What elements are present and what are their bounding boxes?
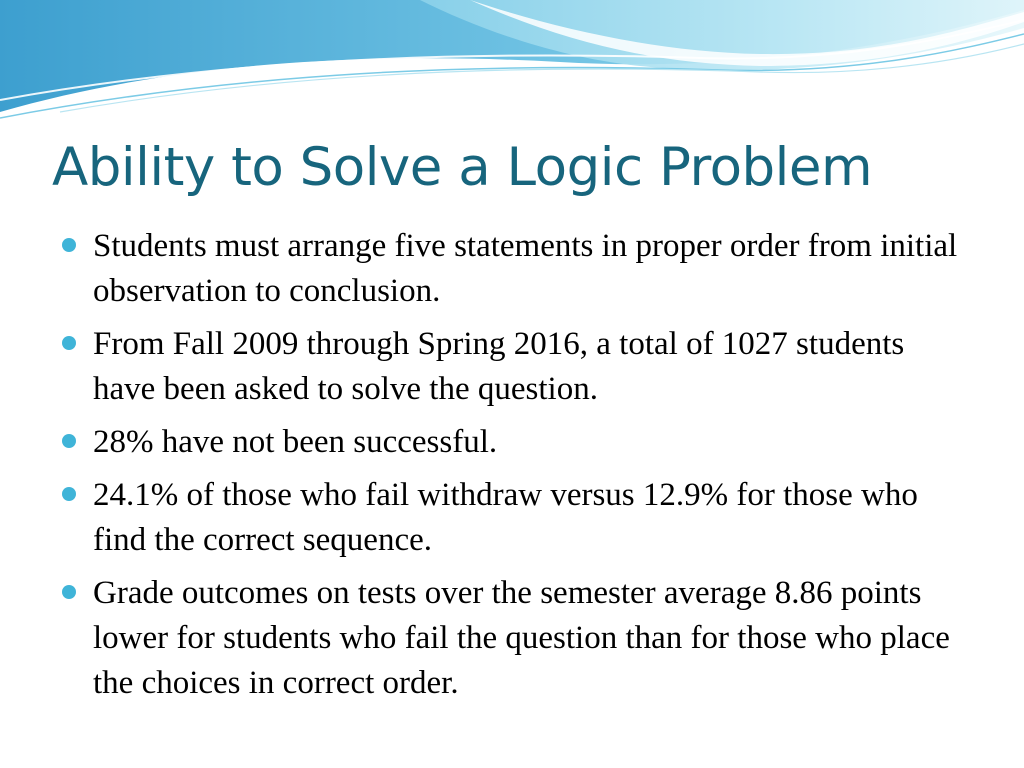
bullet-icon — [62, 487, 76, 501]
slide-title: Ability to Solve a Logic Problem — [52, 137, 873, 198]
bullet-icon — [62, 434, 76, 448]
bullet-item — [62, 224, 962, 314]
bullet-icon — [62, 238, 76, 252]
bullet-icon — [62, 336, 76, 350]
bullet-item — [62, 420, 962, 465]
header-wave-decoration — [0, 0, 1024, 130]
bullet-list — [62, 224, 962, 714]
bullet-icon — [62, 585, 76, 599]
bullet-text: Students must arrange five statements in proper order from initial observation to conclusion. — [93, 228, 958, 309]
bullet-text: 28% have not been successful. — [93, 424, 498, 460]
bullet-item — [62, 571, 962, 706]
bullet-text: From Fall 2009 through Spring 2016, a total of 1027 students have been asked to solve the question. — [93, 326, 905, 407]
bullet-item — [62, 473, 962, 563]
bullet-text: Grade outcomes on tests over the semester average 8.86 points lower for students who fail the question than for those who place the choices in correct order. — [93, 575, 950, 701]
bullet-item — [62, 322, 962, 412]
bullet-text: 24.1% of those who fail withdraw versus 12.9% for those who find the correct sequence. — [93, 477, 918, 558]
